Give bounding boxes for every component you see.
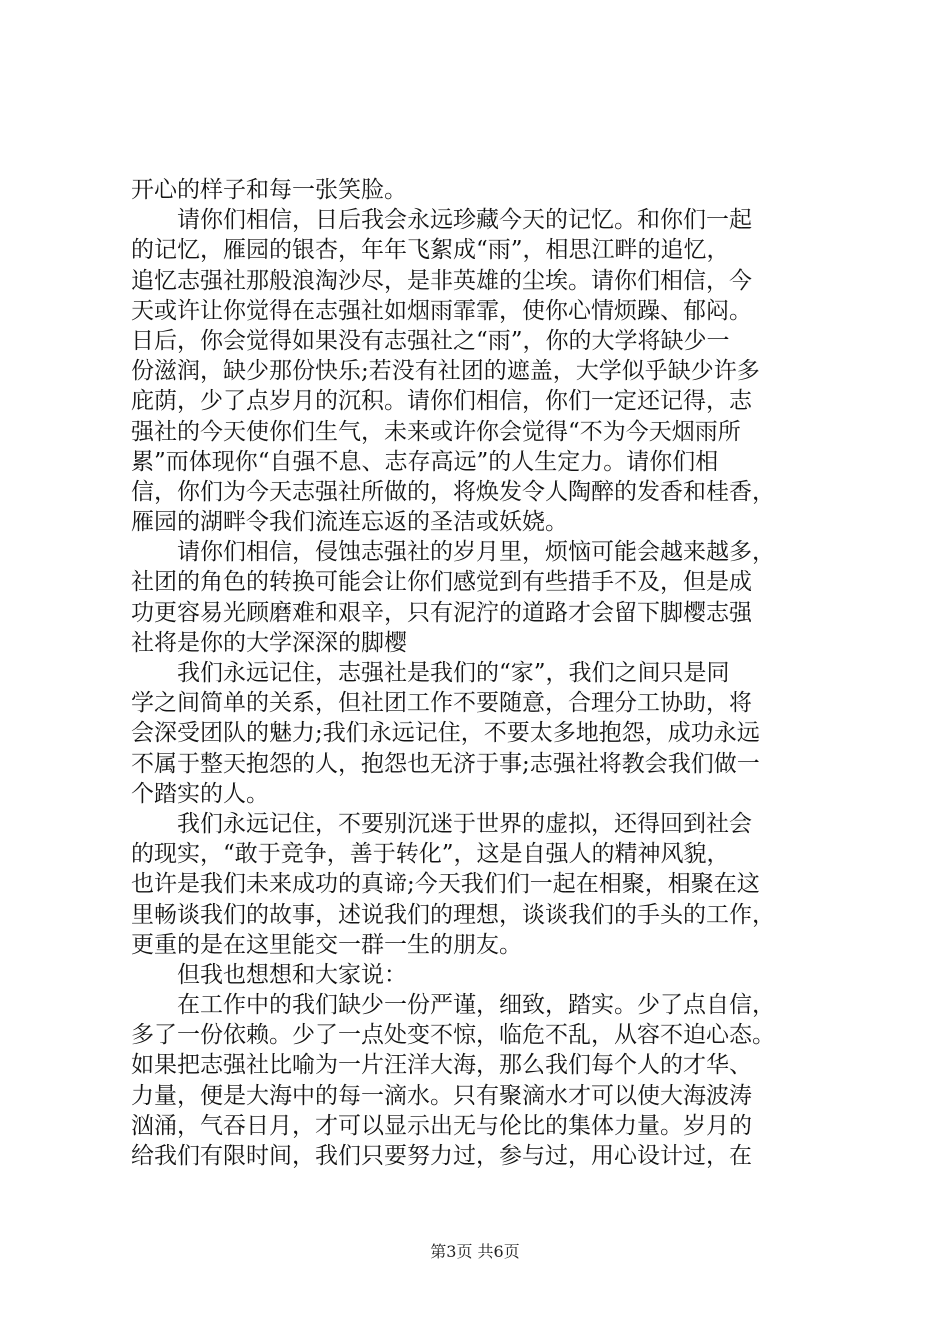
- text-line: 功更容易光顾磨难和艰辛，只有泥泞的道路才会留下脚樱志强: [131, 599, 752, 626]
- text-line: 在工作中的我们缺少一份严谨，细致，踏实。少了点自信，: [177, 992, 775, 1019]
- text-line: 份滋润，缺少那份快乐;若没有社团的遮盖，大学似乎缺少许多: [131, 358, 760, 385]
- text-line: 里畅谈我们的故事，述说我们的理想，谈谈我们的手头的工作，: [131, 901, 775, 928]
- text-line: 社团的角色的转换可能会让你们感觉到有些措手不及，但是成: [131, 569, 752, 596]
- document-body: [131, 175, 846, 1171]
- text-line: 雁园的湖畔令我们流连忘返的圣洁或妖娆。: [131, 509, 568, 536]
- text-line: 强社的今天使你们生气，未来或许你会觉得“不为今天烟雨所: [131, 418, 741, 445]
- text-line: 不属于整天抱怨的人，抱怨也无济于事;志强社将教会我们做一: [131, 750, 760, 777]
- text-line: 但我也想想和大家说：: [177, 961, 407, 988]
- text-line: 学之间简单的关系，但社团工作不要随意，合理分工协助，将: [131, 690, 752, 717]
- text-line: 我们永远记住，志强社是我们的“家”，我们之间只是同: [177, 660, 730, 686]
- text-line: 也许是我们未来成功的真谛;今天我们们一起在相聚，相聚在这: [131, 871, 760, 898]
- text-line: 累”而体现你“自强不息、志存高远”的人生定力。请你们相: [131, 448, 719, 475]
- text-line: 多了一份依赖。少了一点处变不惊，临危不乱，从容不迫心态。: [131, 1022, 775, 1049]
- page-footer: 第3页 共6页: [430, 1242, 520, 1261]
- text-line: 开心的样子和每一张笑脸。: [131, 177, 407, 203]
- text-line: 的记忆，雁园的银杏，年年飞絮成“雨”，相思江畔的追忆，: [131, 237, 730, 264]
- text-line: 追忆志强社那般浪淘沙尽，是非英雄的尘埃。请你们相信，今: [131, 267, 752, 294]
- text-line: 更重的是在这里能交一群一生的朋友。: [131, 931, 522, 958]
- text-line: 如果把志强社比喻为一片汪洋大海，那么我们每个人的才华、: [131, 1052, 752, 1079]
- text-line: 请你们相信，日后我会永远珍藏今天的记忆。和你们一起: [177, 207, 752, 234]
- text-line: 个踏实的人。: [131, 780, 269, 807]
- text-line: 天或许让你觉得在志强社如烟雨霏霏，使你心情烦躁、郁闷。: [131, 297, 752, 324]
- text-line: 日后，你会觉得如果没有志强社之“雨”，你的大学将缺少一: [131, 327, 730, 354]
- text-line: 的现实，“敢于竞争，善于转化”，这是自强人的精神风貌，: [131, 841, 730, 868]
- text-line: 给我们有限时间，我们只要努力过，参与过，用心设计过，在: [131, 1143, 752, 1169]
- text-line: 信，你们为今天志强社所做的，将焕发令人陶醉的发香和桂香，: [131, 478, 775, 505]
- text-line: 请你们相信，侵蚀志强社的岁月里，烦恼可能会越来越多，: [177, 539, 775, 566]
- text-line: 会深受团队的魅力;我们永远记住，不要太多地抱怨，成功永远: [131, 720, 760, 747]
- text-line: 社将是你的大学深深的脚樱: [131, 629, 407, 656]
- text-line: 汹涌，气吞日月，才可以显示出无与伦比的集体力量。岁月的: [131, 1112, 752, 1139]
- text-line: 我们永远记住，不要别沉迷于世界的虚拟，还得回到社会: [177, 810, 752, 837]
- text-line: 庇荫，少了点岁月的沉积。请你们相信，你们一定还记得，志: [131, 388, 752, 415]
- text-line: 力量，便是大海中的每一滴水。只有聚滴水才可以使大海波涛: [131, 1082, 752, 1109]
